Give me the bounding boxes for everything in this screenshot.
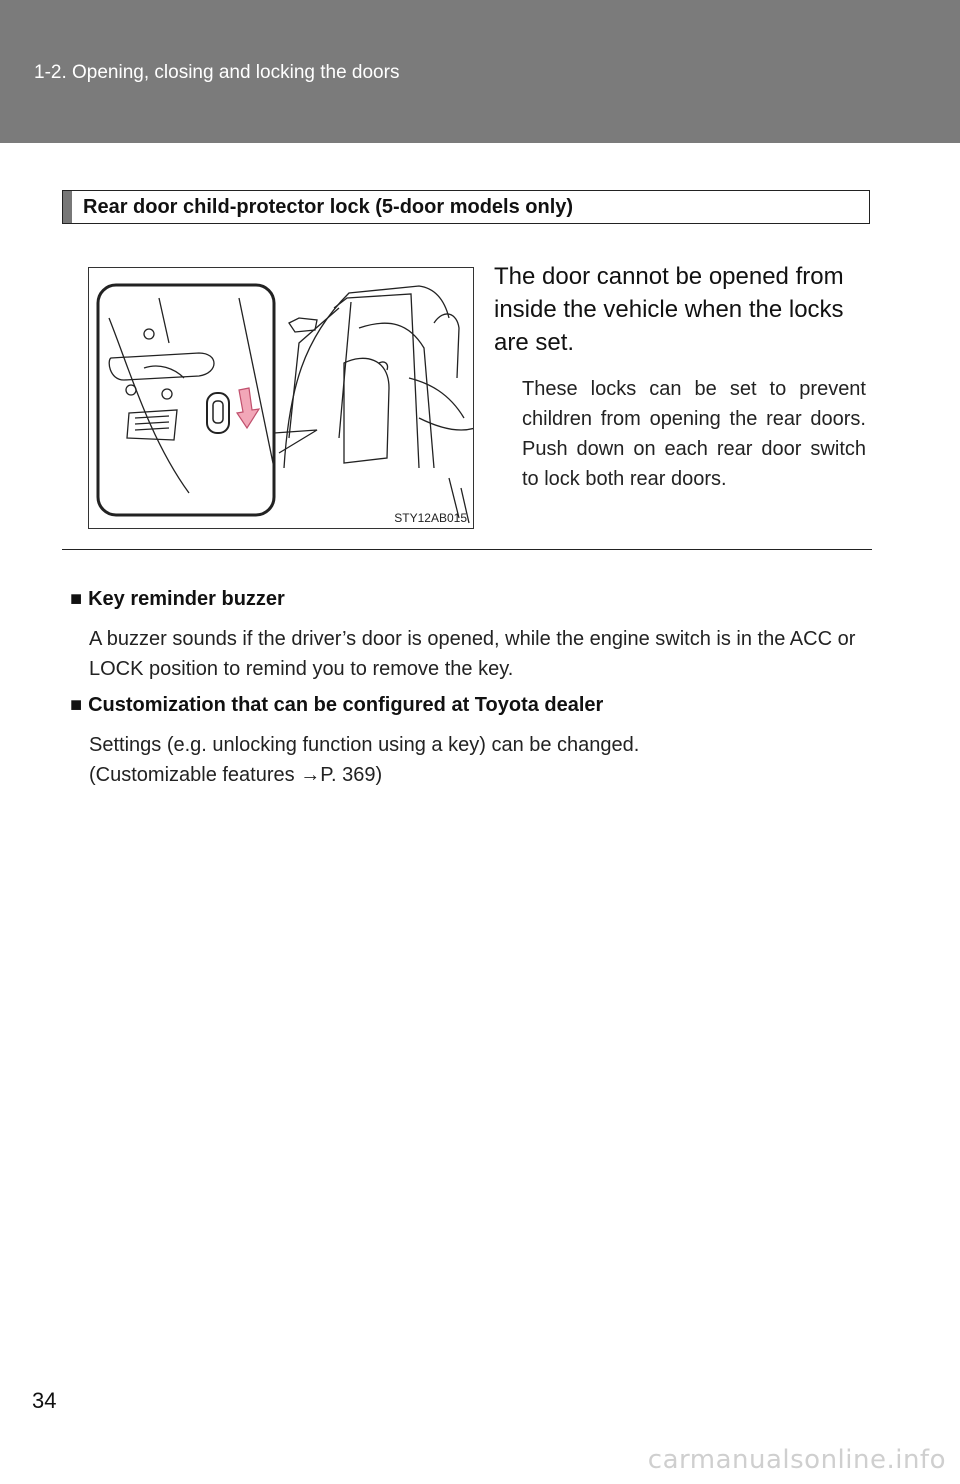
note-body-customization-line2: (Customizable features →P. 369) [89, 764, 383, 786]
inner-handle [379, 362, 388, 370]
header-band [0, 0, 960, 143]
floor-line [419, 418, 474, 430]
door-illustration [89, 268, 474, 529]
watermark: carmanualsonline.info [647, 1445, 946, 1475]
inset-handle-lever [144, 366, 184, 378]
push-down-arrow [237, 388, 259, 428]
seat-cushion [409, 378, 464, 418]
headrest [434, 314, 459, 378]
car-roofline [284, 286, 449, 468]
note-body-customization-line1: Settings (e.g. unlocking function using a key) can be changed. [89, 734, 640, 756]
inset-edge-line [239, 298, 274, 468]
section-title-tab [63, 191, 72, 223]
note-heading-text: Key reminder buzzer [88, 588, 285, 610]
page-number: 34 [32, 1388, 57, 1413]
child-lock-illustration [88, 267, 474, 529]
seat-back [359, 323, 434, 468]
child-lock-switch [207, 393, 229, 433]
square-bullet-icon: ■ [70, 588, 83, 610]
inset-screw-1 [144, 329, 154, 339]
section-title-bar [62, 190, 870, 224]
door-panel [344, 358, 389, 463]
door-edge [289, 308, 339, 438]
inset-panel-line [109, 318, 189, 493]
lead-paragraph: The door cannot be opened from inside the vehicle when the locks are set. [494, 263, 844, 356]
figure-code: STY12AB015 [394, 511, 467, 525]
side-mirror [289, 318, 317, 332]
door-frame [334, 294, 419, 468]
callout-pointer [274, 430, 317, 453]
inset-screw-2 [126, 385, 136, 395]
child-lock-lever [213, 401, 223, 423]
inset-screw-3 [162, 389, 172, 399]
section-divider [62, 549, 872, 550]
note-heading-key-reminder [70, 588, 285, 611]
section-title: Rear door child-protector lock (5-door models only) [83, 196, 574, 218]
note-heading-customization [70, 694, 603, 717]
window-pillar [339, 302, 351, 438]
inset-label-plate [127, 410, 177, 440]
note-heading-text: Customization that can be configured at Toyota dealer [88, 694, 604, 716]
chapter-heading: 1-2. Opening, closing and locking the doors [34, 62, 400, 83]
square-bullet-icon: ■ [70, 694, 83, 716]
detail-paragraph: These locks can be set to prevent children from opening the rear doors. Push down on each rear door switch to lock both rear doors. [522, 378, 866, 490]
inset-edge-line-2 [159, 298, 169, 343]
note-body-key-reminder: A buzzer sounds if the driver’s door is opened, while the engine switch is in the ACC or LOCK position to remind you to remove the key. [89, 628, 856, 680]
